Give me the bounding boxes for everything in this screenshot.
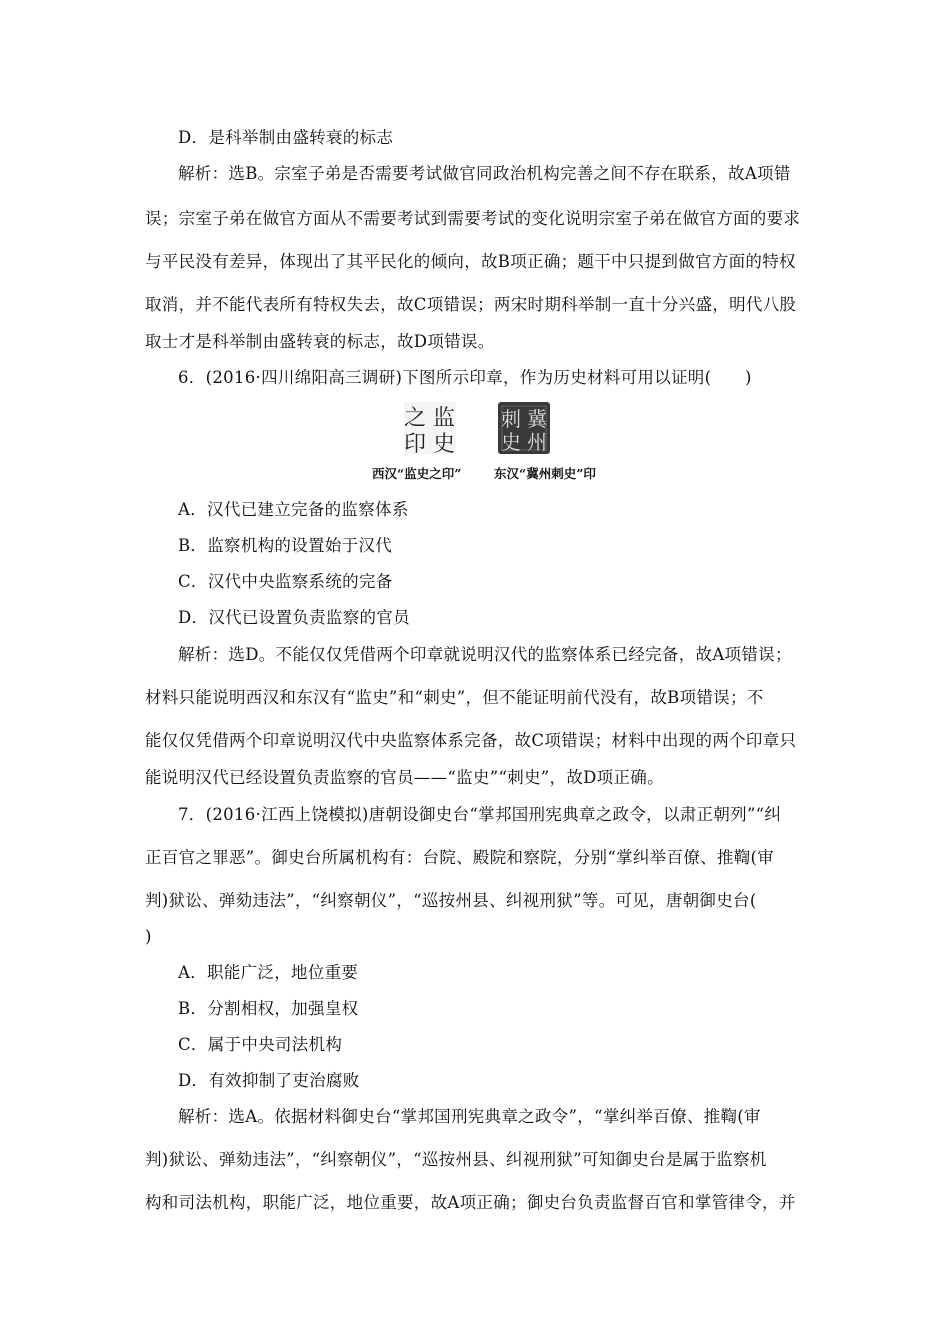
seal-2-char-4: 史 (501, 430, 521, 454)
option-d-prev: D．是科举制由盛转衰的标志 (178, 128, 394, 147)
seal-image-xihan (400, 398, 460, 458)
analysis-5-line-5: 取士才是科举制由盛转衰的标志，故D项错误。 (145, 332, 495, 351)
analysis-5-line-3: 与平民没有差异，体现出了其平民化的倾向，故B项正确；题干中只提到做官方面的特权 (145, 252, 796, 271)
analysis-6-line-1: 解析：选D。不能仅仅凭借两个印章就说明汉代的监察体系已经完备，故A项错误； (178, 645, 792, 664)
seal-2-char-3: 刺 (501, 407, 521, 431)
seal-1-char-2: 史 (432, 432, 456, 457)
seal-image-donghan (494, 398, 554, 458)
q6-option-b: B．监察机构的设置始于汉代 (178, 536, 393, 555)
seal-2-char-2: 州 (527, 430, 547, 454)
seal-2-char-1: 冀 (527, 407, 547, 431)
analysis-5-line-1: 解析：选B。宗室子弟是否需要考试做官同政治机构完善之间不存在联系，故A项错 (178, 164, 791, 183)
question-7-line-1: 7．(2016·江西上饶模拟)唐朝设御史台“掌邦国刑宪典章之政令，以肃正朝列”“纠 (178, 805, 782, 824)
q7-option-b: B．分割相权，加强皇权 (178, 999, 359, 1018)
analysis-5-line-2: 误；宗室子弟在做官方面从不需要考试到需要考试的变化说明宗室子弟在做官方面的要求 (145, 209, 801, 228)
question-7-line-4: ) (145, 927, 152, 946)
question-6-stem: 6．(2016·四川绵阳高三调研)下图所示印章，作为历史材料可用以证明( ) (178, 368, 752, 387)
q6-option-c: C．汉代中央监察系统的完备 (178, 572, 393, 591)
analysis-6-line-3: 能仅仅凭借两个印章说明汉代中央监察体系完备，故C项错误；材料中出现的两个印章只 (145, 731, 797, 750)
analysis-7-line-1: 解析：选A。依据材料御史台“掌邦国刑宪典章之政令”，“掌纠举百僚、推鞫(审 (178, 1107, 761, 1126)
question-7-line-3: 判)狱讼、弹劾违法”，“纠察朝仪”，“巡按州县、纠视刑狱”等。可见，唐朝御史台( (145, 891, 757, 910)
analysis-6-line-2: 材料只能说明西汉和东汉有“监史”和“刺史”，但不能证明前代没有，故B项错误；不 (145, 688, 764, 707)
q6-option-d: D．汉代已设置负责监察的官员 (178, 608, 410, 627)
analysis-6-line-4: 能说明汉代已经设置负责监察的官员——“监史”“刺史”，故D项正确。 (145, 768, 664, 787)
seal-1-char-4: 印 (403, 432, 427, 457)
question-7-line-2: 正百官之罪恶”。御史台所属机构有：台院、殿院和察院，分别“掌纠举百僚、推鞫(审 (145, 848, 775, 867)
seal-figure (372, 398, 612, 484)
q7-option-c: C．属于中央司法机构 (178, 1035, 343, 1054)
seal-1-char-1: 监 (432, 406, 456, 431)
analysis-5-line-4: 取消，并不能代表所有特权失去，故C项错误；两宋时期科举制一直十分兴盛，明代八股 (145, 295, 797, 314)
analysis-7-line-3: 构和司法机构，职能广泛，地位重要，故A项正确；御史台负责监督百官和掌管律令，并 (145, 1193, 796, 1212)
seal-1-char-3: 之 (403, 406, 427, 431)
seal-1-caption: 西汉“监史之印” (372, 466, 462, 481)
q7-option-a: A．职能广泛，地位重要 (178, 963, 359, 982)
seal-2-caption: 东汉“冀州刺史”印 (494, 466, 596, 481)
q7-option-d: D．有效抑制了吏治腐败 (178, 1071, 360, 1090)
analysis-7-line-2: 判)狱讼、弹劾违法”，“纠察朝仪”，“巡按州县、纠视刑狱”可知御史台是属于监察机 (145, 1150, 767, 1169)
q6-option-a: A．汉代已建立完备的监察体系 (178, 500, 409, 519)
